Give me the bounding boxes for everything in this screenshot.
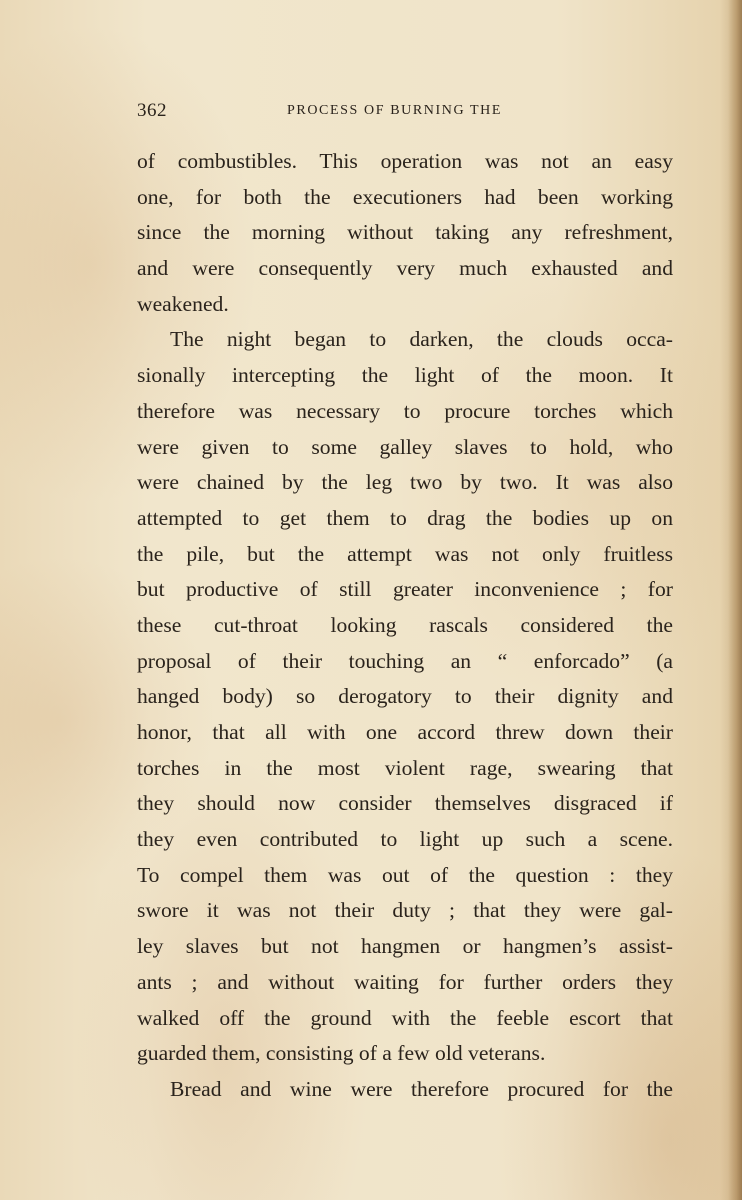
paragraph-start-line: The night began to darken, the clouds occa- <box>170 327 673 352</box>
page-edge <box>728 0 742 1200</box>
text-line: one, for both the executioners had been working <box>137 184 673 209</box>
text-line: torches in the most violent rage, swearing that <box>137 755 673 780</box>
page-number: 362 <box>137 100 167 121</box>
text-line: therefore was necessary to procure torches which <box>137 398 673 423</box>
text-line: the pile, but the attempt was not only fruitless <box>137 541 673 566</box>
running-head-title: PROCESS OF BURNING THE <box>287 103 503 118</box>
text-line: hanged body) so derogatory to their dignity and <box>137 684 673 709</box>
body-text <box>137 144 673 1108</box>
text-line: sionally intercepting the light of the moon. It <box>137 363 673 388</box>
text-line: they even contributed to light up such a scene. <box>137 827 673 852</box>
text-line: walked off the ground with the feeble escort that <box>137 1005 673 1030</box>
text-line: ants ; and without waiting for further orders they <box>137 969 673 994</box>
text-line: of combustibles. This operation was not an easy <box>137 149 673 173</box>
text-line: proposal of their touching an “ enforcado” (a <box>137 648 673 673</box>
text-line: swore it was not their duty ; that they were gal- <box>137 898 673 923</box>
text-line: guarded them, consisting of a few old veterans. <box>137 1041 546 1066</box>
text-line: were chained by the leg two by two. It was also <box>137 470 673 495</box>
text-line: honor, that all with one accord threw down their <box>137 720 673 744</box>
text-line: they should now consider themselves disgraced if <box>137 791 673 816</box>
paragraph-start-line: Bread and wine were therefore procured for the <box>170 1076 673 1101</box>
text-line: weakened. <box>137 291 229 316</box>
text-line: and were consequently very much exhausted and <box>137 256 673 281</box>
text-line: To compel them was out of the question : they <box>137 862 673 887</box>
text-line: but productive of still greater inconvenience ; for <box>137 577 673 602</box>
text-line: these cut-throat looking rascals considered the <box>137 612 673 637</box>
text-line: since the morning without taking any refreshment, <box>137 220 673 245</box>
text-line: were given to some galley slaves to hold, who <box>137 434 673 459</box>
text-line: attempted to get them to drag the bodies up on <box>137 505 673 530</box>
text-line: ley slaves but not hangmen or hangmen’s assist- <box>137 934 673 959</box>
running-header <box>137 100 677 126</box>
